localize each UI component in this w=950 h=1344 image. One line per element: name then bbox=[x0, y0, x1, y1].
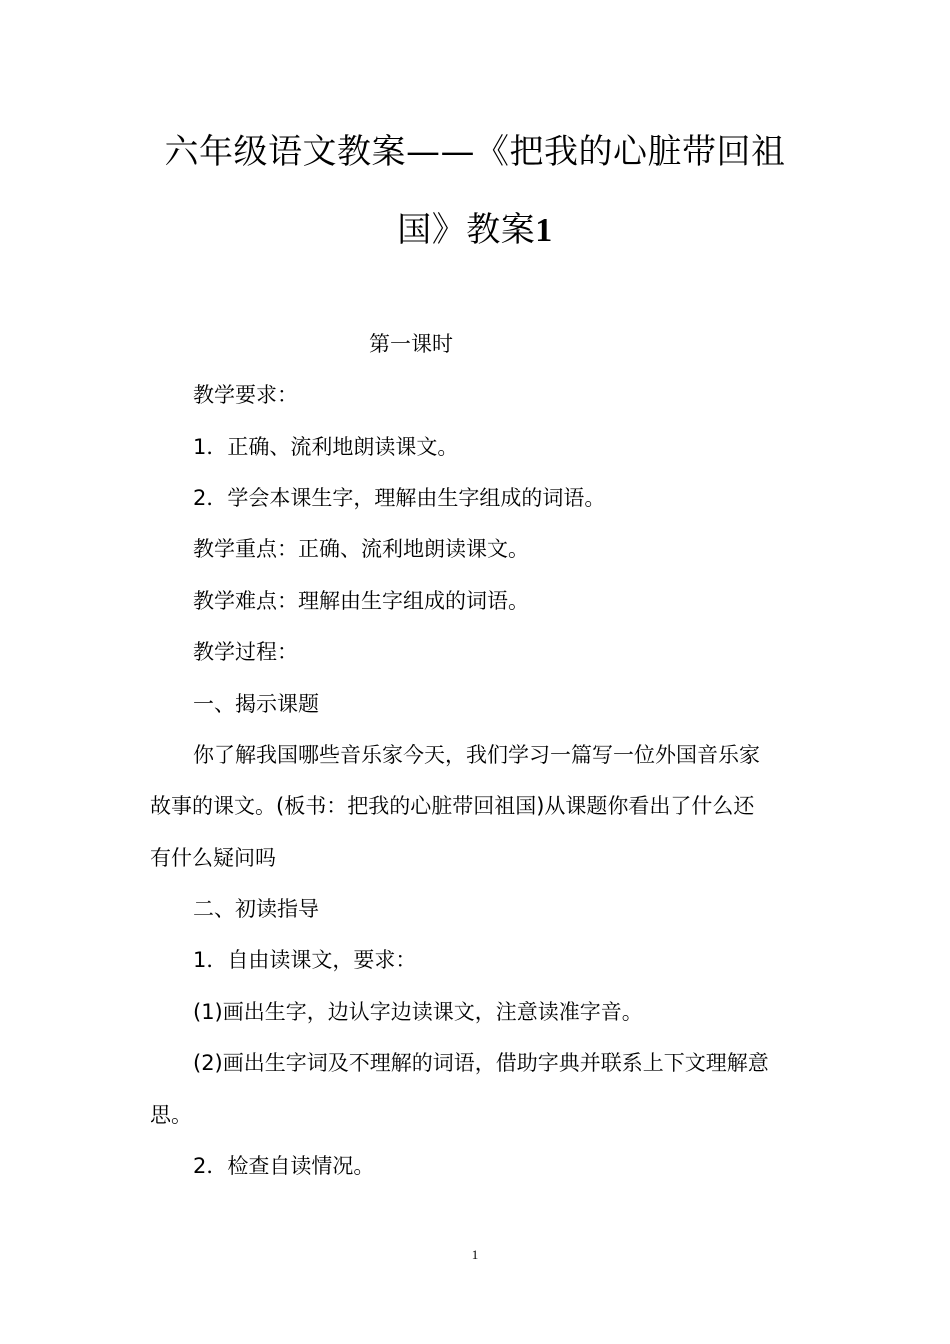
paragraph-subtask-2-line-2: 思。 bbox=[150, 1103, 192, 1127]
document-title-text: 国》教案 bbox=[397, 210, 536, 250]
document-title-line-1: 六年级语文教案——《把我的心脏带回祖 bbox=[164, 132, 786, 172]
lesson-subtitle: 第一课时 bbox=[369, 332, 453, 356]
section-heading-2: 二、初读指导 bbox=[193, 897, 319, 921]
paragraph-teaching-process: 教学过程： bbox=[193, 640, 298, 664]
paragraph-teaching-requirements: 教学要求： bbox=[193, 383, 298, 407]
paragraph-difficult-point: 教学难点：理解由生字组成的词语。 bbox=[193, 589, 529, 613]
document-title-number: 1 bbox=[535, 212, 553, 249]
paragraph-intro-line-1: 你了解我国哪些音乐家今天，我们学习一篇写一位外国音乐家 bbox=[193, 743, 760, 767]
paragraph-intro-line-3: 有什么疑问吗 bbox=[150, 846, 276, 870]
paragraph-reading-task: 1．自由读课文，要求： bbox=[193, 948, 417, 972]
paragraph-check-reading: 2．检查自读情况。 bbox=[193, 1154, 375, 1178]
page-number: 1 bbox=[471, 1247, 479, 1262]
paragraph-subtask-2-line-1: (2)画出生字词及不理解的词语，借助字典并联系上下文理解意 bbox=[193, 1051, 769, 1075]
paragraph-requirement-2: 2．学会本课生字，理解由生字组成的词语。 bbox=[193, 486, 606, 510]
paragraph-subtask-1: (1)画出生字，边认字边读课文，注意读准字音。 bbox=[193, 1000, 643, 1024]
paragraph-intro-line-2: 故事的课文。(板书：把我的心脏带回祖国)从课题你看出了什么还 bbox=[150, 794, 755, 818]
paragraph-requirement-1: 1．正确、流利地朗读课文。 bbox=[193, 435, 459, 459]
section-heading-1: 一、揭示课题 bbox=[193, 692, 319, 716]
document-title-line-2 bbox=[0, 202, 950, 251]
paragraph-key-point: 教学重点：正确、流利地朗读课文。 bbox=[193, 537, 529, 561]
